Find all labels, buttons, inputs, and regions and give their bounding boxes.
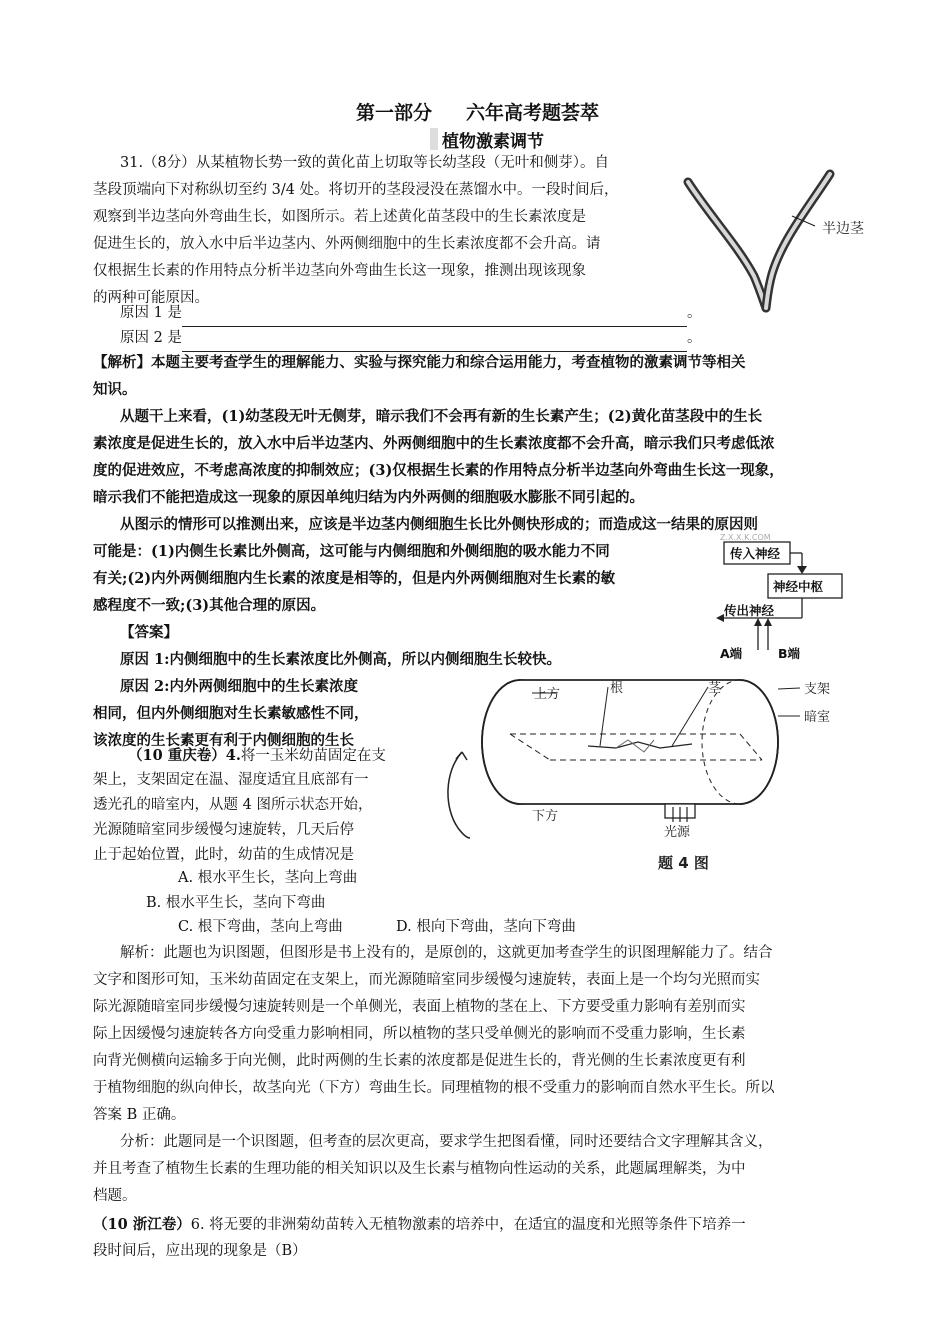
label-darkroom: 暗室 — [804, 710, 831, 725]
title-marker — [430, 128, 438, 150]
option-a[interactable]: A. 根水平生长，茎向上弯曲 — [178, 870, 358, 886]
q4-analysis-line-4: 际上因缓慢匀速旋转各方向受重力影响相同，所以植物的茎只受单侧光的影响而不受重力影响，生长素 — [93, 1026, 746, 1042]
afferent-label: 传入神经 — [730, 546, 781, 561]
q4-analysis-line-1: 解析：此题也为识图题，但图形是书上没有的，是原创的，这就更加考查学生的识图理解能力了。结合 — [120, 945, 773, 961]
q31-line-3: 观察到半边茎向外弯曲生长，如图所示。若上述黄化苗茎段中的生长素浓度是 — [93, 209, 586, 225]
title-part: 第一部分 — [356, 102, 433, 124]
q4-text-1: 将一玉米幼苗固定在支 — [240, 748, 386, 764]
label-light: 光源 — [664, 825, 691, 840]
analysis-line-10: 感程度不一致;(3)其他合理的原因。 — [93, 597, 326, 614]
section-subtitle: 植物激素调节 — [442, 132, 544, 152]
answer-reason-2-line-2: 相同，但内外侧细胞对生长素敏感性不同， — [93, 705, 369, 722]
reason-2-row — [120, 325, 701, 352]
darkroom-figure — [440, 660, 860, 880]
reflex-arc-diagram — [690, 530, 870, 665]
split-stem-figure — [680, 168, 880, 313]
analysis-line-3: 从题干上来看，(1)幼茎段无叶无侧芽，暗示我们不会再有新的生长素产生；(2)黄化苗茎段中的生长 — [120, 408, 763, 425]
label-stem: 茎 — [708, 681, 722, 696]
half-stem-label: 半边茎 — [822, 221, 864, 237]
q4-line-5: 止于起始位置，此时，幼苗的生成情况是 — [93, 847, 354, 863]
analysis-line-5: 度的促进效应，不考虑高浓度的抑制效应；(3)仅根据生长素的作用特点分析半边茎向外弯曲生长这一现象， — [93, 462, 784, 479]
q6-line-2: 段时间后，应出现的现象是（B） — [93, 1243, 307, 1259]
q31-line-2: 茎段顶端向下对称纵切至约 3/4 处。将切开的茎段浸没在蒸馏水中。一段时间后， — [93, 182, 619, 198]
q4-line-1 — [128, 742, 386, 770]
analysis-line-4: 素浓度是促进生长的，放入水中后半边茎内、外两侧细胞中的生长素浓度都不会升高，暗示我们只考虑低浓 — [93, 435, 775, 452]
reason-1-end: 。 — [686, 305, 702, 321]
q31-line-1: 31.（8分）从某植物长势一致的黄化苗上切取等长幼茎段（无叶和侧芽）。自 — [120, 155, 610, 171]
q4-analysis-line-2: 文字和图形可知，玉米幼苗固定在支架上，而光源随暗室同步缓慢匀速旋转，表面上是一个均匀光照而实 — [93, 972, 760, 988]
q6-source: （10 浙江卷） — [93, 1216, 191, 1233]
analysis-line-2: 知识。 — [93, 381, 137, 398]
q4-line-2: 架上，支架固定在温、湿度适宜且底部有一 — [93, 772, 369, 788]
label-root: 根 — [610, 681, 624, 696]
q4-commentary-line-1: 分析：此题同是一个识图题，但考查的层次更高，要求学生把图看懂，同时还要结合文字理解其含义， — [120, 1134, 773, 1150]
label-bottom: 下方 — [532, 809, 559, 824]
q6-text-1: 6. 将无要的非洲菊幼苗转入无植物激素的培养中，在适宜的温度和光照等条件下培养一 — [190, 1217, 746, 1233]
reason-1-label: 原因 1 是 — [120, 305, 182, 321]
a-end-label: A端 — [720, 646, 743, 661]
q6-line-1 — [93, 1211, 746, 1239]
q4-line-3: 透光孔的暗室内，从题 4 图所示状态开始， — [93, 797, 373, 813]
analysis-line-8: 可能是：(1)内侧生长素比外侧高，这可能与内侧细胞和外侧细胞的吸水能力不同 — [93, 543, 610, 560]
q4-commentary-line-2: 并且考查了植物生长素的生理功能的相关知识以及生长素与植物向性运动的关系，此题属理解类，为中 — [93, 1161, 746, 1177]
answer-reason-1: 原因 1:内侧细胞中的生长素浓度比外侧高，所以内侧细胞生长较快。 — [120, 651, 561, 668]
answer-heading: 【答案】 — [120, 624, 178, 641]
q4-line-4: 光源随暗室同步缓慢匀速旋转，几天后停 — [93, 822, 354, 838]
q31-line-5: 仅根据生长素的作用特点分析半边茎向外弯曲生长这一现象，推测出现该现象 — [93, 263, 586, 279]
figure-caption: 题 4 图 — [658, 854, 709, 872]
label-stand: 支架 — [804, 682, 831, 697]
center-label: 神经中枢 — [773, 579, 824, 594]
q31-line-6: 的两种可能原因。 — [93, 290, 209, 306]
q4-analysis-line-5: 向背光侧横向运输多于向光侧，此时两侧的生长素的浓度都是促进生长的，背光侧的生长素浓度更有利 — [93, 1053, 746, 1069]
efferent-label: 传出神经 — [724, 603, 775, 618]
analysis-line-6: 暗示我们不能把造成这一现象的原因单纯归结为内外两侧的细胞吸水膨胀不同引起的。 — [93, 489, 644, 506]
b-end-label: B端 — [778, 646, 801, 661]
answer-reason-2-line-1: 原因 2:内外两侧细胞中的生长素浓度 — [120, 678, 358, 695]
q4-source: （10 重庆卷）4. — [128, 747, 241, 764]
title-main: 六年高考题荟萃 — [466, 102, 600, 124]
q4-analysis-line-3: 际光源随暗室同步缓慢匀速旋转则是一个单侧光，表面上植物的茎在上、下方要受重力影响有差别而实 — [93, 999, 746, 1015]
reason-2-end: 。 — [686, 330, 702, 346]
reason-1-row — [120, 300, 701, 327]
q4-commentary-line-3: 档题。 — [93, 1188, 137, 1204]
analysis-line-1: 【解析】本题主要考查学生的理解能力、实验与探究能力和综合运用能力，考查植物的激素调节等相关 — [93, 354, 746, 371]
label-top: 上方 — [534, 687, 561, 702]
watermark-text: Z.X.X.K.COM — [720, 533, 771, 542]
option-d[interactable]: D. 根向下弯曲，茎向下弯曲 — [396, 919, 576, 935]
q4-analysis-line-6: 于植物细胞的纵向伸长，故茎向光（下方）弯曲生长。同理植物的根不受重力的影响而自然水平生长。所以 — [93, 1080, 775, 1096]
analysis-line-7: 从图示的情形可以推测出来，应该是半边茎内侧细胞生长比外侧快形成的；而造成这一结果的原因则 — [120, 516, 758, 533]
q31-line-4: 促进生长的，放入水中后半边茎内、外两侧细胞中的生长素浓度都不会升高。请 — [93, 236, 601, 252]
page-title — [356, 98, 599, 125]
option-c[interactable]: C. 根下弯曲，茎向上弯曲 — [178, 919, 343, 935]
q4-analysis-line-7: 答案 B 正确。 — [93, 1107, 186, 1123]
analysis-line-9: 有关;(2)内外两侧细胞内生长素的浓度是相等的，但是内外两侧细胞对生长素的敏 — [93, 570, 616, 587]
reason-2-label: 原因 2 是 — [120, 330, 182, 346]
answer-reason-2-line-3: 该浓度的生长素更有利于内侧细胞的生长 — [93, 732, 354, 749]
option-b[interactable]: B. 根水平生长，茎向下弯曲 — [146, 895, 326, 911]
